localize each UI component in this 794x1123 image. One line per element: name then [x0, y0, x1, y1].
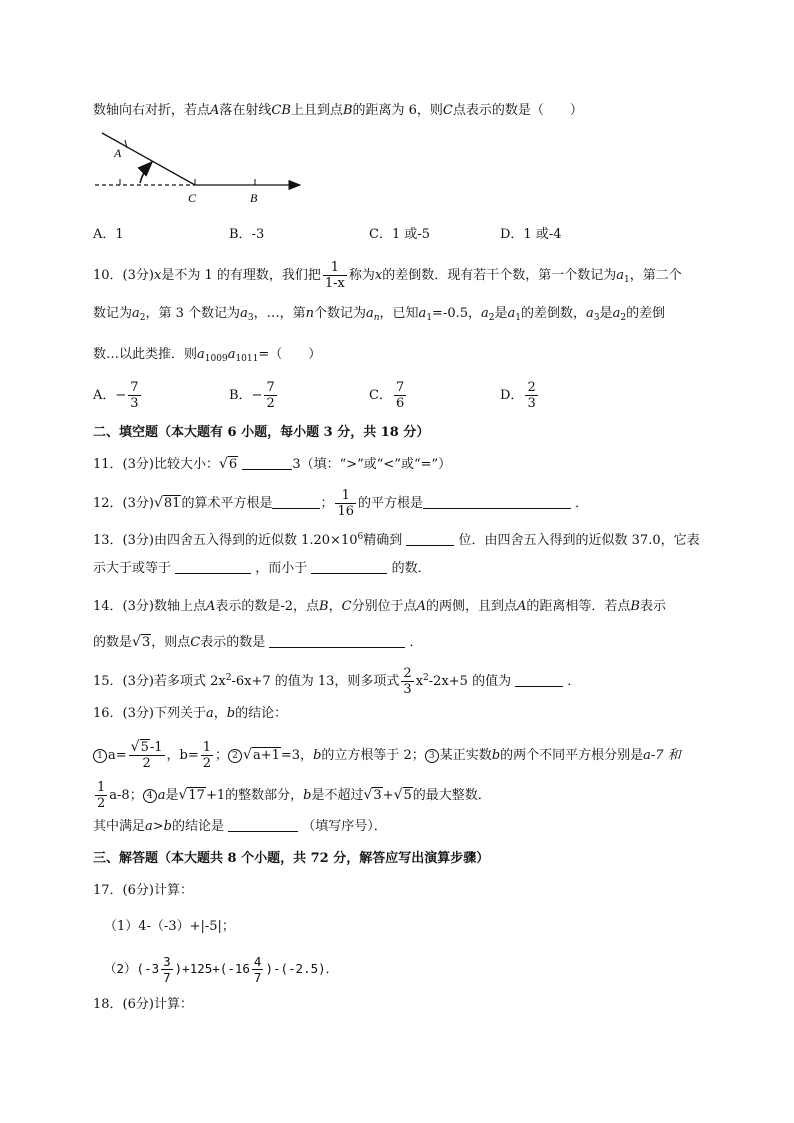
section-3-heading: 三、解答题（本大题共 8 个小题，共 72 分，解答应写出演算步骤）: [93, 851, 490, 866]
q10-option-d[interactable]: D． $\frac{2}{3}$: [500, 380, 536, 411]
q17-part-2: （2）(-3 $\frac{3}{7}$ )+125+(-16 $\frac{4}{7}$ )-(-2.5)．: [104, 954, 339, 985]
q14-line-2: 的数是√3，则点C表示的数是 ．: [93, 634, 423, 650]
q15-blank[interactable]: [515, 674, 563, 687]
label-a: A: [114, 146, 122, 160]
q16-line-3: $\frac{1}{2}$ a-8； 4 a是√17+1的整数部分，b是不超过√3+√5的最大整数．: [97, 780, 491, 811]
q9-option-c[interactable]: C．1 或-5: [369, 227, 431, 242]
q16-line-4: 其中满足a>b的结论是 （填写序号）．: [93, 819, 387, 834]
q10-option-b[interactable]: B．− $\frac{7}{2}$: [229, 380, 275, 411]
section-2-heading: 二、填空题（本大题有 6 小题，每小题 3 分，共 18 分）: [93, 425, 430, 440]
q10-option-a[interactable]: A．− $\frac{7}{3}$: [93, 380, 139, 411]
label-c: C: [188, 191, 197, 205]
q12: 12．(3分)√81的算术平方根是 ； $\frac{1}{16}$ 的平方根是 ．: [93, 488, 589, 519]
q14-blank[interactable]: [269, 635, 405, 648]
q17-part-1: （1）4-（-3）+|-5|；: [104, 919, 235, 934]
q12-blank-2[interactable]: [423, 496, 571, 509]
q13-blank-2[interactable]: [175, 561, 251, 574]
q9-question-text: 数轴向右对折，若点A落在射线CB上且到点B的距离为 6，则C点表示的数是（ ）: [93, 103, 583, 118]
q16-line-2: 1 a= $\frac{√5-1}{2}$ ，b= $\frac{1}{2}$ ； 2 √a+1=3，b的立方根等于 2； 3 某正实数b的两个不同平方根分别是a-7 和: [93, 740, 681, 771]
q10-option-c[interactable]: C． $\frac{7}{6}$: [369, 380, 405, 411]
q18: 18．(6分)计算：: [93, 997, 193, 1012]
q12-blank-1[interactable]: [272, 496, 320, 509]
q16-line-1: 16．(3分)下列关于a，b的结论：: [93, 706, 288, 721]
q10-line-2: 数记为$a_2$，第 3 个数记为$a_3$，…，第n个数记为$a_n$，已知$a_1=-0.5$，$a_2$是$a_1$的差倒数，$a_3$是$a_2$的差倒: [93, 306, 666, 323]
q13-blank-3[interactable]: [311, 561, 387, 574]
q11: 11．(3分)比较大小：√6 3（填：“>”或“<”或“=”）: [93, 456, 452, 472]
q13-line-1: 13．(3分)由四舍五入得到的近似数 $1.20\times 10^6$精确到 位．由四舍五入得到的近似数 37.0，它表: [93, 532, 700, 548]
label-b: B: [250, 191, 258, 205]
q9-option-a[interactable]: A．1: [93, 227, 124, 242]
q9-option-d[interactable]: D．1 或-4: [500, 227, 562, 242]
q11-blank[interactable]: [242, 457, 292, 470]
q14-line-1: 14．(3分)数轴上点A表示的数是-2，点B，C分别位于点A的两侧，且到点A的距离相等．若点B表示: [93, 599, 666, 614]
q10-line-1: 10．(3分)x是不为 1 的有理数，我们把 $\frac{1}{1-x}$ 称为x的差倒数．现有若干个数，第一个数记为$a_1$，第二个: [93, 260, 682, 291]
fold-arrow: [140, 162, 152, 183]
q9-number-line-figure: [90, 126, 310, 208]
q15: 15．(3分)若多项式 $2x^2-6x+7$ 的值为 13，则多项式 $\frac{2}{3}$ $x^2-2x+5$ 的值为 ．: [93, 666, 581, 697]
q16-blank[interactable]: [228, 819, 298, 832]
q13-line-2: 示大于或等于 ，而小于 的数．: [93, 561, 431, 576]
q17: 17．(6分)计算：: [93, 883, 193, 898]
q13-blank-1[interactable]: [406, 533, 454, 546]
q9-option-b[interactable]: B．-3: [229, 227, 265, 242]
q10-line-3: 数…以此类推．则$a_{1009}a_{1011}=$（ ）: [93, 347, 322, 364]
